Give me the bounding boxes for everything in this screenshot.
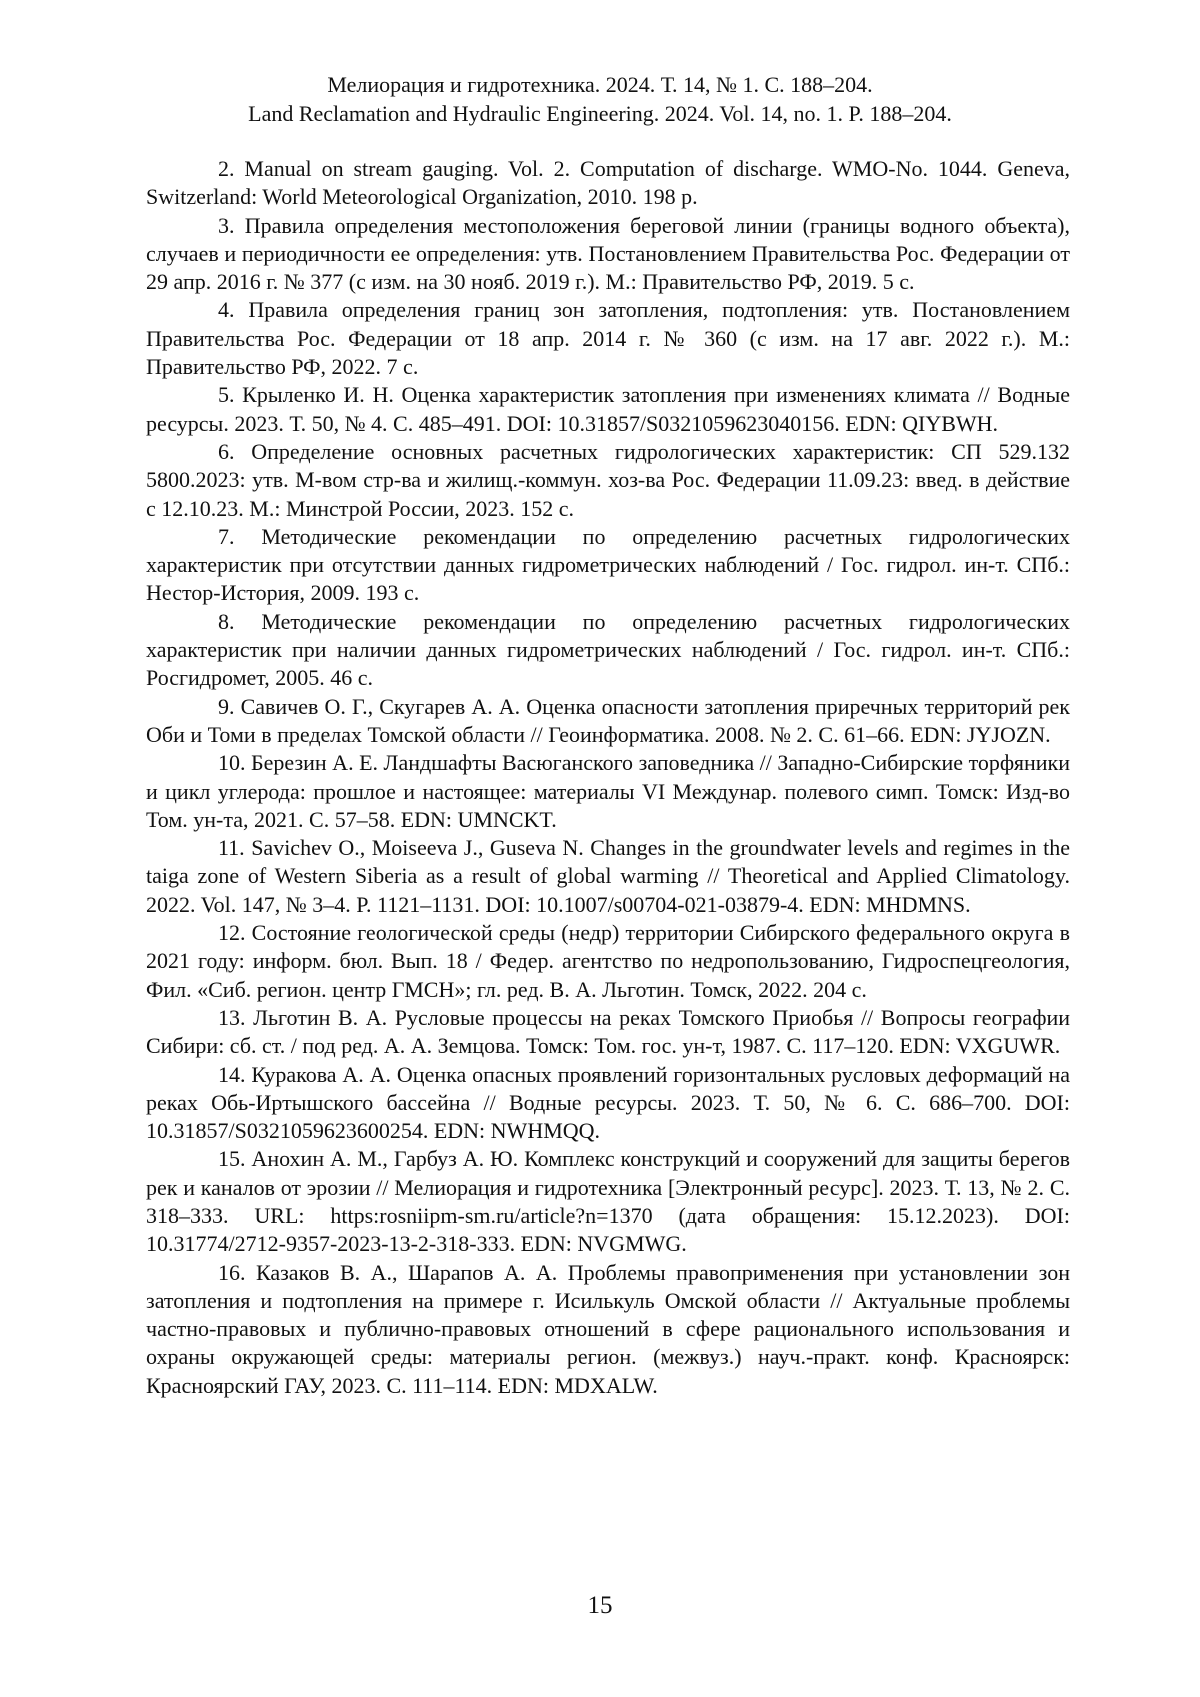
- reference-item-9: 9. Савичев О. Г., Скугарев А. А. Оценка опасности затопления приречных территорий рек Оби и Томи в пределах Томской области // Геоинформатика. 2008. № 2. С. 61–66. EDN: JYJOZN.: [146, 693, 1070, 747]
- reference-item-16: 16. Казаков В. А., Шарапов А. А. Проблемы правоприменения при установлении зон затопления и подтопления на примере г. Исилькуль Омской области // Актуальные проблемы частно-правовых и публично-правовых отношений в сфере рационального использования и охраны окружающей среды: материалы регион. (межвуз.) науч.-практ. конф. Красноярск: Красноярский ГАУ, 2023. С. 111–114. EDN: MDXALW.: [146, 1259, 1070, 1398]
- reference-item-12: 12. Состояние геологической среды (недр) территории Сибирского федерального округа в 2021 году: информ. бюл. Вып. 18 / Федер. агентство по недропользованию, Гидроспецгеология, Фил. «Сиб. регион. центр ГМСН»; гл. ред. В. А. Льготин. Томск, 2022. 204 с.: [146, 920, 1070, 1002]
- page-number: 15: [587, 1592, 613, 1619]
- reference-item-5: 5. Крыленко И. Н. Оценка характеристик затопления при изменениях климата // Водные ресурсы. 2023. Т. 50, № 4. С. 485–491. DOI: 10.31857/S0321059623040156. EDN: QIYBWH.: [146, 382, 1070, 436]
- reference-item-11: 11. Savichev O., Moiseeva J., Guseva N. Changes in the groundwater levels and regimes in the taiga zone of Western Siberia as a result of global warming // Theoretical and Applied Climatology. 2022. Vol. 147, № 3–4. P. 1121–1131. DOI: 10.1007/s00704-021-03879-4. EDN: MHDMNS.: [146, 835, 1070, 917]
- reference-item-2: 2. Manual on stream gauging. Vol. 2. Computation of discharge. WMO-No. 1044. Geneva, Switzerland: World Meteorological Organization, 2010. 198 p.: [146, 156, 1070, 210]
- reference-item-10: 10. Березин А. Е. Ландшафты Васюганского заповедника // Западно-Сибирские торфяники и цикл углерода: прошлое и настоящее: материалы VI Междунар. полевого симп. Томск: Изд-во Том. ун-та, 2021. С. 57–58. EDN: UMNCKT.: [146, 750, 1070, 832]
- reference-item-14: 14. Куракова А. А. Оценка опасных проявлений горизонтальных русловых деформаций на реках Обь-Иртышского бассейна // Водные ресурсы. 2023. Т. 50, № 6. С. 686–700. DOI: 10.31857/S0321059623600254. EDN: NWHMQQ.: [146, 1061, 1070, 1144]
- reference-item-7: 7. Методические рекомендации по определению расчетных гидрологических характеристик при отсутствии данных гидрометрических наблюдений / Гос. гидрол. ин-т. СПб.: Нестор-История, 2009. 193 с.: [146, 523, 1070, 606]
- reference-item-8: 8. Методические рекомендации по определению расчетных гидрологических характеристик при наличии данных гидрометрических наблюдений / Гос. гидрол. ин-т. СПб.: Росгидромет, 2005. 46 с.: [146, 608, 1070, 691]
- running-header: [0, 70, 1200, 128]
- reference-item-13: 13. Льготин В. А. Русловые процессы на реках Томского Приобья // Вопросы географии Сибири: сб. ст. / под ред. А. А. Земцова. Томск: Том. гос. ун-т, 1987. С. 117–120. EDN: VXGUWR.: [146, 1004, 1070, 1059]
- reference-item-4: 4. Правила определения границ зон затопления, подтопления: утв. Постановлением Правительства Рос. Федерации от 18 апр. 2014 г. № 360 (с изм. на 17 авг. 2022 г.). М.: Правительство РФ, 2022. 7 с.: [146, 297, 1070, 380]
- reference-item-15: 15. Анохин А. М., Гарбуз А. Ю. Комплекс конструкций и сооружений для защиты берегов рек и каналов от эрозии // Мелиорация и гидротехника [Электронный ресурс]. 2023. Т. 13, № 2. С. 318–333. URL: https:rosniipm-sm.ru/article?n=1370 (дата обращения: 15.12.2023). DOI: 10.31774/2712-9357-2023-13-2-318-333. EDN: NVGMWG.: [146, 1146, 1070, 1257]
- reference-item-6: 6. Определение основных расчетных гидрологических характеристик: СП 529.132 5800.2023: утв. М-вом стр-ва и жилищ.-коммун. хоз-ва Рос. Федерации 11.09.23: введ. в действие с 12.10.23. М.: Минстрой России, 2023. 152 с.: [146, 438, 1070, 521]
- reference-item-3: 3. Правила определения местоположения береговой линии (границы водного объекта), случаев и периодичности ее определения: утв. Постановлением Правительства Рос. Федерации от 29 апр. 2016 г. № 377 (с изм. на 30 нояб. 2019 г.). М.: Правительство РФ, 2019. 5 с.: [146, 212, 1070, 295]
- reference-list: [146, 155, 1070, 1400]
- header-line-ru: Мелиорация и гидротехника. 2024. Т. 14, № 1. С. 188–204.: [327, 72, 873, 97]
- header-line-en: Land Reclamation and Hydraulic Engineering. 2024. Vol. 14, no. 1. P. 188–204.: [248, 101, 952, 126]
